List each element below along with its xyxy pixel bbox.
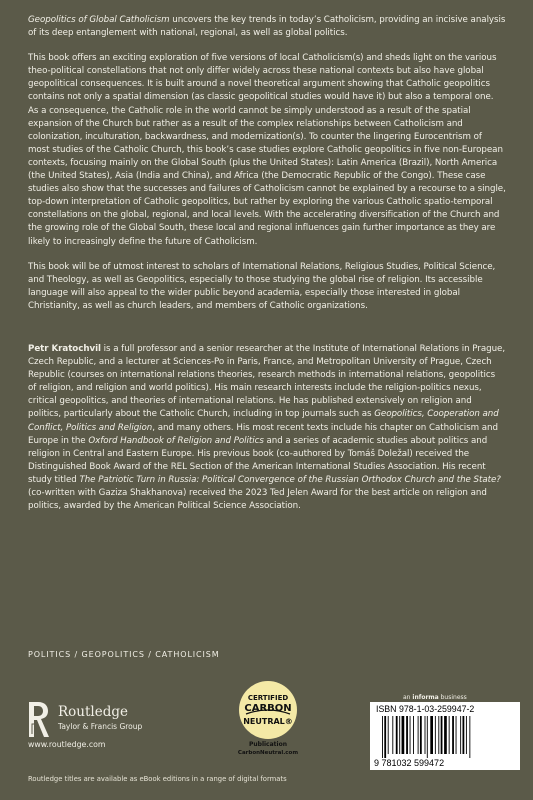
barcode-bar bbox=[410, 716, 411, 754]
barcode-bar bbox=[418, 716, 419, 754]
barcode-bar bbox=[402, 716, 405, 754]
barcode-bar bbox=[438, 716, 439, 754]
barcode-bar bbox=[382, 716, 383, 758]
author-bio bbox=[28, 343, 506, 513]
barcode-bar bbox=[427, 716, 428, 758]
barcode-bar bbox=[441, 716, 443, 754]
barcode-bar bbox=[388, 716, 389, 754]
carbon-url: CarbonNeutral.com bbox=[237, 750, 299, 756]
carbon-publication-label: Publication bbox=[248, 741, 287, 748]
barcode-bar bbox=[469, 716, 470, 758]
barcode-bar bbox=[396, 716, 398, 754]
intro-text: uncovers the key trends in today’s Catholicism, providing an incisive analysis of its deep entanglement with national, regional, as well as global politics. bbox=[28, 15, 506, 39]
author-bio-part-1: is a full professor and a senior researcher at the Institute of International Relations in Prague, Czech Republic, and a lecturer at Sciences-Po in Paris, France, and Metropolitan University of Prague, Czech Republic (courses on international relations theories, research methods in international relations, geopolitics of religion, and religion and world politics). His main research interests include the religion-politics nexus, critical geopolitics, and theories of international relations. He has published extensively on religion and politics, particularly about the Catholic Church, including in top journals such as bbox=[28, 343, 506, 420]
publisher-group: Taylor & Francis Group bbox=[58, 722, 143, 731]
barcode-bar bbox=[392, 716, 393, 754]
barcode-bar bbox=[435, 716, 436, 754]
author-bio-part-3: and a series of academic studies about politics and religion in Central and Eastern Europe. His previous book (co-authored by Tomáš Doležal) received the Distinguished Book Award of the REL Section of the American International Studies Association. His recent study titled bbox=[28, 435, 488, 485]
barcode-bar bbox=[406, 716, 408, 754]
barcode-bar bbox=[466, 716, 467, 754]
barcode-block bbox=[370, 702, 520, 770]
barcode-bar bbox=[444, 716, 447, 754]
carbon-line-2: CARBON bbox=[244, 703, 292, 714]
barcode-digits: 9 781032 599472 bbox=[374, 758, 445, 768]
journals-list: Geopolitics, Cooperation and Conflict, Politics and Religion bbox=[28, 409, 499, 433]
barcode-bar bbox=[430, 716, 433, 754]
isbn-number: ISBN 978-1-03-259947-2 bbox=[376, 704, 475, 714]
barcode-bar bbox=[413, 716, 414, 754]
carbon-neutral-badge-icon bbox=[238, 680, 298, 740]
carbon-line-3: NEUTRAL® bbox=[243, 717, 293, 726]
section-gap bbox=[28, 325, 506, 343]
barcode-bar bbox=[425, 716, 426, 754]
audience-paragraph: This book will be of utmost interest to scholars of International Relations, Religious Studies, Political Science, and Theology, as well as Geopolitics, especially to those studying the global rise of religion. Its accessible language will also appeal to the wider public beyond academia, especially those interested in global Christianity, as well as church leaders, and members of Catholic organizations. bbox=[28, 261, 496, 311]
author-bio-part-4: (co-written with Gaziza Shakhanova) received the 2023 Ted Jelen Award for the best article on religion and politics, awarded by the American Political Science Association. bbox=[28, 488, 487, 512]
carbon-neutral-certification bbox=[232, 680, 304, 760]
author-bio-part-2: , and many others. His most recent texts include his chapter on Catholicism and Europe in the bbox=[28, 422, 498, 446]
barcode-bar bbox=[420, 716, 422, 754]
publisher-url[interactable]: www.routledge.com bbox=[28, 740, 106, 749]
study-title: The Patriotic Turn in Russia: Political Convergence of the Russian Orthodox Church and the State? bbox=[79, 474, 501, 485]
barcode-bar bbox=[452, 716, 454, 754]
subject-categories: POLITICS / GEOPOLITICS / CATHOLICISM bbox=[28, 650, 220, 659]
description-paragraph: This book offers an exciting exploration of five versions of local Catholicism(s) and sheds light on the various theo-political constellations that not only differ widely across these national contexts but also have global geopolitical consequences. It is built around a novel theoretical argument showing that Catholic geopolitics contains not only a spatial dimension (as classic geopolitical studies would have it) but also a temporal one. As a consequence, the Catholic role in the world cannot be simply understood as a result of the spatial expansion of the Church but rather as a result of the complex relationships between Catholicism and colonization, inculturation, backwardness, and modernization(s). To counter the lingering Eurocentrism of most studies of the Catholic Church, this book’s case studies explore Catholic geopolitics in five non-European contexts, focusing mainly on the Global South (plus the United States): Latin America (Brazil), North America (the United States), Asia (India and China), and Africa (the Democratic Republic of the Congo). These case studies also show that the successes and failures of Catholicism cannot be explained by a recourse to a single, top-down interpretation of Catholic geopolitics, but rather by exploring the various Catholic spatio-temporal constellations on the global, regional, and local levels. With the accelerating diversification of the Church and the growing role of the Global South, these local and regional influences gain further importance as they are likely to increasingly define the future of Catholicism. bbox=[28, 53, 506, 247]
barcode-icon bbox=[370, 716, 520, 768]
routledge-logo-icon bbox=[28, 700, 50, 738]
author-name: Petr Kratochvil bbox=[28, 343, 101, 354]
informa-brand: informa bbox=[412, 694, 439, 701]
barcode-bar bbox=[460, 716, 461, 754]
informa-suffix: business bbox=[438, 694, 467, 701]
barcode-bar bbox=[456, 716, 457, 754]
handbook-title: Oxford Handbook of Religion and Politics bbox=[88, 435, 264, 446]
informa-business-label bbox=[403, 694, 467, 701]
informa-prefix: an bbox=[403, 694, 413, 701]
intro-paragraph bbox=[28, 14, 506, 40]
publisher-name: Routledge bbox=[58, 704, 128, 720]
barcode-bar bbox=[399, 716, 400, 754]
publisher-block bbox=[28, 700, 218, 760]
barcode-bar bbox=[449, 716, 450, 754]
barcode-bar bbox=[384, 716, 386, 758]
carbon-line-1: CERTIFIED bbox=[247, 694, 289, 702]
blurb-content bbox=[28, 14, 506, 513]
ebook-footnote: Routledge titles are available as eBook editions in a range of digital formats bbox=[28, 775, 287, 783]
barcode-bar bbox=[463, 716, 465, 754]
book-title: Geopolitics of Global Catholicism bbox=[28, 15, 170, 25]
